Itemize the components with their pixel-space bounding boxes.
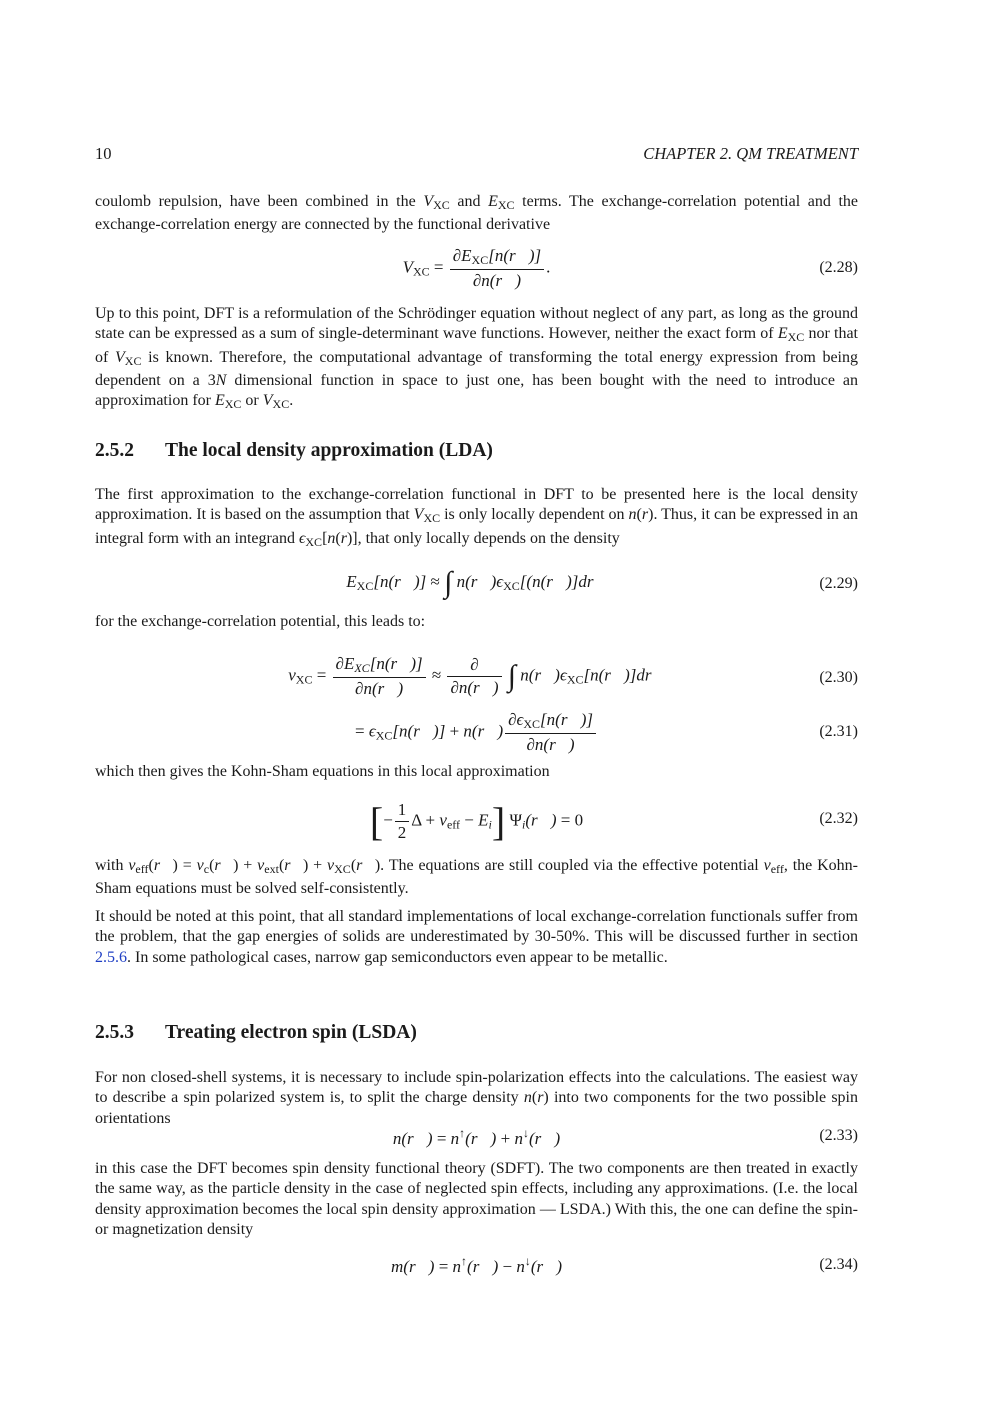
paragraph-gap-problem: It should be noted at this point, that all standard implementations of local exchange-correlation functionals suffer from the problem, that the gap energies of solids are underestimated by 30-50%. This will be discussed further in section 2.5.6. In some pathological cases, narrow gap semiconductors even appear to be metallic. [95, 908, 858, 966]
equation-2-34: m(r⃗) = n↑(r⃗) − n↓(r⃗) (2.34) [390, 1254, 858, 1276]
equation-number: (2.32) [819, 810, 858, 827]
equation-2-32: [− $\frac{1}{2}$ $\Delta + v_{eff} - Ei$] Ψi(r⃗) = 0 (2.32) [369, 799, 858, 844]
paragraph-kohn-sham-lead: which then gives the Kohn-Sham equations in this local approximation [95, 763, 550, 780]
document-page [95, 0, 858, 1415]
equation-number: (2.33) [819, 1127, 858, 1144]
paragraph-effective-potential: with $v_{eff}(r⃗)$ = $v_c(r⃗)$ + $v_{ext}(r⃗)$ + $v_{XC}(r⃗)$. The equations are still coupled via the effective potential $v_{eff}$, the Kohn-Sham equations must be solved self-consistently. [95, 857, 859, 898]
equation-number: (2.34) [819, 1256, 858, 1273]
paragraph-spin-intro: For non closed-shell systems, it is necessary to include spin-polarization effects into the calculations. The easiest way to describe a spin polarized system is, to split the charge density n(r) into two components for the two possible spin orientations [95, 1069, 858, 1127]
equation-2-30: $v_{XC}$ = $\frac{\text{∂EXC[n(r⃗)]}}{\partial n(r⃗)}$ ≈ $\frac{\partial}{\partial n(r⃗)}$ ∫ $n(r⃗)\epsilon_{XC}[n(r⃗)]dr⃗$ (2.30) [288, 654, 858, 698]
page-number: 10 [95, 144, 112, 163]
paragraph-dft-reformulation: Up to this point, DFT is a reformulation of the Schrödinger equation without neglect of any part, as long as the ground state can be expressed as a sum of single-determinant wave functions. However, neither the exact form of $E_{XC}$ nor that of $V_{XC}$ is known. Therefore, the computational advantage of transforming the total energy expression from being dependent on a 3N dimensional function in space to just one, has been bought with the need to introduce an approximation for $E_{XC}$ or $V_{XC}$. [95, 305, 858, 412]
equation-2-28: $V_{XC}$ = $\frac{\partial E_{XC}[n(r⃗)]}{\partial n(r⃗)}$ . (2.28) [402, 246, 858, 290]
section-heading-lsda: 2.5.3 Treating electron spin (LSDA) [95, 1022, 417, 1043]
running-header: CHAPTER 2. QM TREATMENT [643, 144, 858, 163]
section-link[interactable]: 2.5.6 [95, 948, 127, 966]
paragraph-intro: coulomb repulsion, have been combined in the VXC and EXC terms. The exchange-correlation potential and the exchange-correlation energy are connected by the functional derivative [95, 193, 859, 234]
paragraph-lead-in: for the exchange-correlation potential, this leads to: [95, 613, 426, 630]
equation-number: (2.28) [819, 259, 858, 276]
equation-2-29: $E_{XC}[n(r⃗)]$ ≈ ∫ $n(r⃗)\epsilon_{XC}[(n(r⃗)]dr⃗$ (2.29) [346, 566, 858, 599]
paragraph-sdft: in this case the DFT becomes spin density functional theory (SDFT). The two components are then treated in exactly the same way, as the particle density in the case of neglected spin effects, including any approximations. (I.e. the local density approximation becomes the local spin density approximation — LSDA.) With this, the one can define the spin- or magnetization density [95, 1160, 858, 1238]
equation-2-33: n(r⃗) = n↑(r⃗) + n↓(r⃗) (2.33) [392, 1126, 858, 1148]
section-heading-lda: 2.5.2 The local density approximation (LDA) [95, 440, 493, 461]
equation-number: (2.29) [819, 575, 858, 592]
paragraph-lda-intro: The first approximation to the exchange-correlation functional in DFT to be presented here is the local density approximation. It is based on the assumption that $V_{XC}$ is only locally dependent on n(r). Thus, it can be expressed in an integral form with an integrand ϵXC[n(r)], that only locally depends on the density [95, 486, 859, 549]
equation-number: (2.30) [819, 669, 858, 686]
equation-2-31: = $\epsilon_{XC}[n(r⃗)]$ + n(r⃗) $\frac{\partial\epsilon_{XC}[n(r⃗)]}{\partial n(r⃗)}$ (2.31) [355, 710, 858, 754]
equation-number: (2.31) [819, 723, 858, 740]
